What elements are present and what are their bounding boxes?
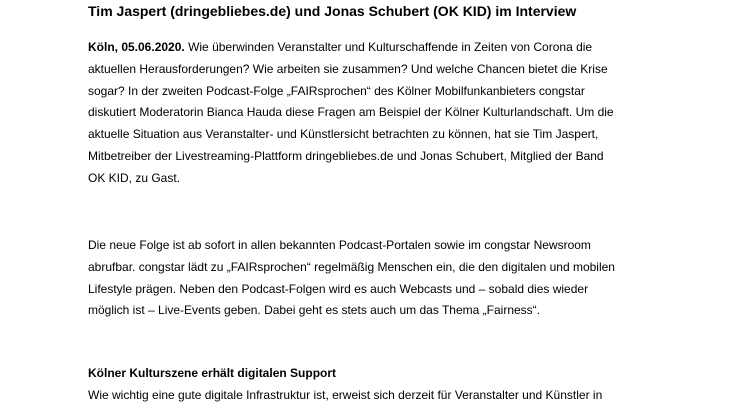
- intro-paragraph: [88, 37, 614, 190]
- headline: Tim Jaspert (dringebliebes.de) und Jonas Schubert (OK KID) im Interview: [88, 3, 577, 19]
- intro-line-5: aktuelle Situation aus Veranstalter- und Künstlersicht betrachten zu können, hat sie Tim Jaspert,: [88, 127, 599, 142]
- section-heading: Kölner Kulturszene erhält digitalen Support: [88, 366, 337, 380]
- intro-line-7: OK KID, zu Gast.: [88, 170, 181, 185]
- paragraph2-line-4: möglich ist – Live-Events geben. Dabei geht es stets auch um das Thema „Fairness“.: [88, 303, 540, 318]
- intro-line-1-text: Wie überwinden Veranstalter und Kulturschaffende in Zeiten von Corona die: [184, 40, 593, 54]
- paragraph2-line-1: Die neue Folge ist ab sofort in allen bekannten Podcast-Portalen sowie im congstar Newsroom: [88, 238, 591, 252]
- dateline: Köln, 05.06.2020.: [88, 40, 185, 54]
- second-paragraph: [88, 235, 615, 322]
- intro-line-2: aktuellen Herausforderungen? Wie arbeiten sie zusammen? Und welche Chancen bietet die Krise: [88, 61, 608, 76]
- paragraph2-line-2: abrufbar. congstar lädt zu „FAIRsprochen“ regelmäßig Menschen ein, die den digitalen und mobilen: [88, 259, 615, 274]
- section-paragraph: [88, 385, 602, 407]
- intro-line-6: Mitbetreiber der Livestreaming-Plattform dringebliebes.de und Jonas Schubert, Mitglied der Band: [88, 148, 604, 163]
- intro-line-4: diskutiert Moderatorin Bianca Hauda diese Fragen am Beispiel der Kölner Kulturlandschaft. Um die: [88, 105, 614, 120]
- intro-line-1: [88, 37, 614, 59]
- paragraph2-line-3: Lifestyle prägen. Neben den Podcast-Folgen wird es auch Webcasts und – sobald dies wieder: [88, 281, 589, 296]
- intro-line-3: sogar? In der zweiten Podcast-Folge „FAIRsprochen“ des Kölner Mobilfunkanbieters congstar: [88, 83, 585, 98]
- section-line-1: Wie wichtig eine gute digitale Infrastruktur ist, erweist sich derzeit für Veranstalter und Künstler in: [88, 388, 603, 402]
